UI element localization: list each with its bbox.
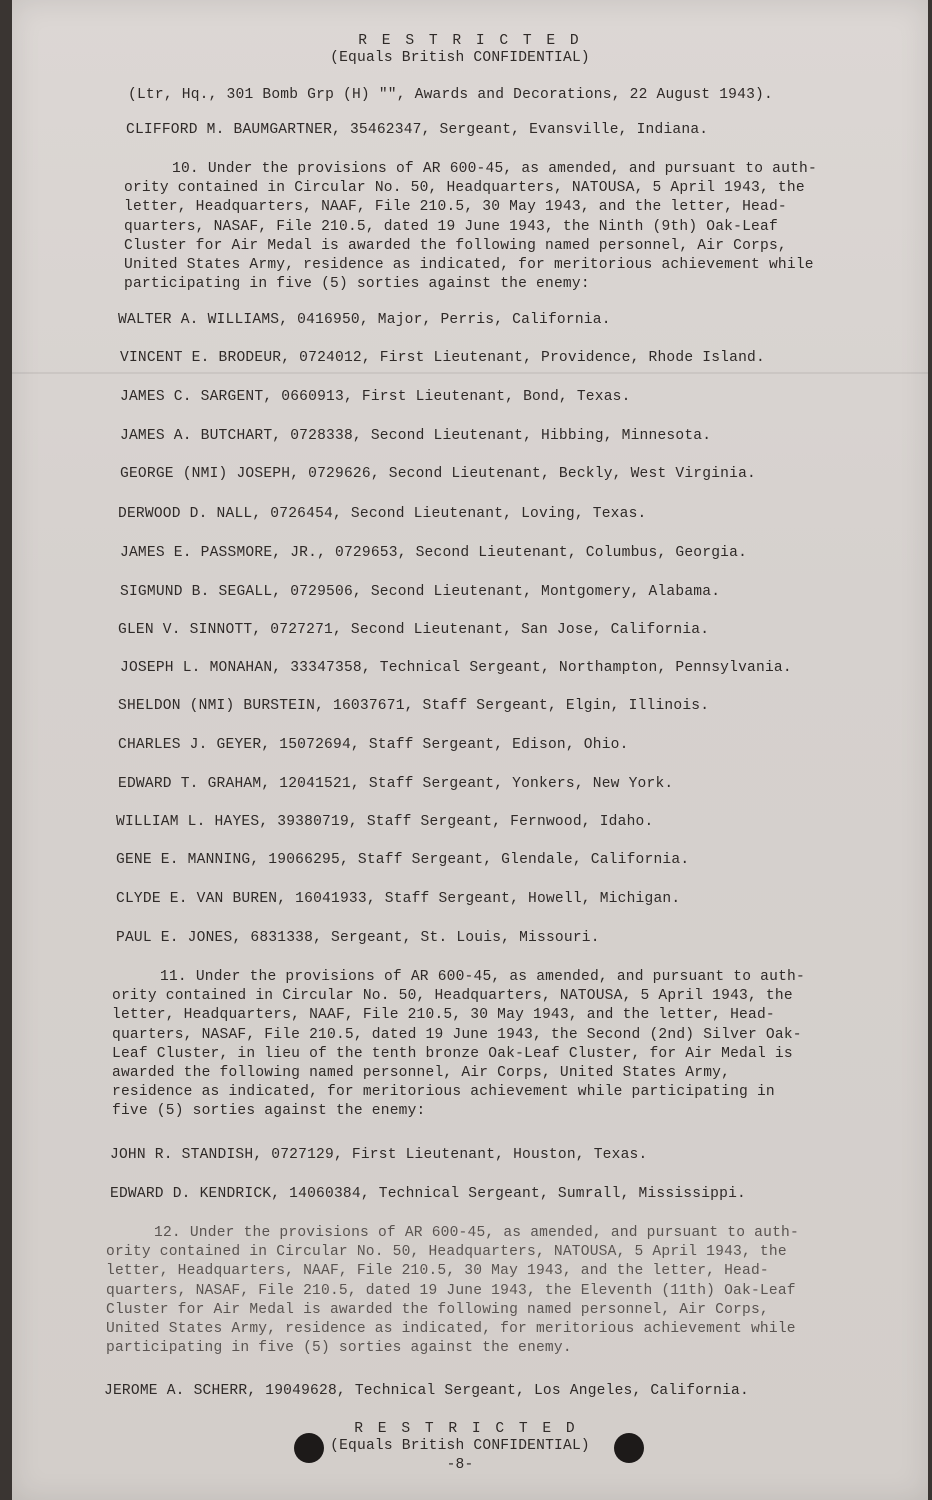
header-classification: R E S T R I C T E D [358, 33, 582, 49]
paragraph-12-line: participating in five (5) sorties against the enemy. [106, 1340, 572, 1357]
paragraph-10-line: Cluster for Air Medal is awarded the following named personnel, Air Corps, [124, 237, 787, 254]
footer-equivalence: (Equals British CONFIDENTIAL) [330, 1438, 590, 1454]
paragraph-11-line: letter, Headquarters, NAAF, File 210.5, 30 May 1943, and the letter, Head- [112, 1007, 775, 1024]
punch-hole [614, 1433, 644, 1463]
recipient-entry: CLYDE E. VAN BUREN, 16041933, Staff Sergeant, Howell, Michigan. [116, 891, 681, 907]
paragraph-10 [124, 160, 817, 294]
recipient-entry: DERWOOD D. NALL, 0726454, Second Lieutenant, Loving, Texas. [118, 506, 647, 522]
recipient-entry: GENE E. MANNING, 19066295, Staff Sergeant, Glendale, California. [116, 852, 690, 868]
paragraph-12-line: letter, Headquarters, NAAF, File 210.5, 30 May 1943, and the letter, Head- [106, 1263, 769, 1280]
page-fold-crease [12, 372, 928, 374]
paragraph-10-line: participating in five (5) sorties against the enemy: [124, 276, 590, 293]
punch-hole [294, 1433, 324, 1463]
paragraph-11-line: quarters, NASAF, File 210.5, dated 19 June 1943, the Second (2nd) Silver Oak- [112, 1026, 802, 1043]
recipient-entry: VINCENT E. BRODEUR, 0724012, First Lieutenant, Providence, Rhode Island. [120, 350, 765, 366]
recipient-entry: PAUL E. JONES, 6831338, Sergeant, St. Louis, Missouri. [116, 930, 600, 946]
paragraph-11 [112, 968, 805, 1122]
page-number: -8- [446, 1457, 474, 1473]
paragraph-12 [106, 1224, 799, 1358]
paragraph-11-line: Leaf Cluster, in lieu of the tenth bronze Oak-Leaf Cluster, for Air Medal is [112, 1045, 793, 1062]
reference-line: (Ltr, Hq., 301 Bomb Grp (H) "", Awards and Decorations, 22 August 1943). [128, 87, 773, 103]
paragraph-12-line: United States Army, residence as indicated, for meritorious achievement while [106, 1321, 796, 1338]
document-page [12, 0, 928, 1500]
recipient-entry: GLEN V. SINNOTT, 0727271, Second Lieutenant, San Jose, California. [118, 622, 710, 638]
recipient-entry: JAMES A. BUTCHART, 0728338, Second Lieutenant, Hibbing, Minnesota. [120, 428, 712, 444]
recipient-entry: GEORGE (NMI) JOSEPH, 0729626, Second Lieutenant, Beckly, West Virginia. [120, 466, 756, 482]
paragraph-10-line: 10. Under the provisions of AR 600-45, as amended, and pursuant to auth- [172, 161, 817, 177]
paragraph-11-line: 11. Under the provisions of AR 600-45, as amended, and pursuant to auth- [160, 969, 805, 985]
recipient-entry: JEROME A. SCHERR, 19049628, Technical Sergeant, Los Angeles, California. [104, 1383, 749, 1399]
recipient-entry: EDWARD T. GRAHAM, 12041521, Staff Sergeant, Yonkers, New York. [118, 776, 674, 792]
paragraph-12-line: ority contained in Circular No. 50, Headquarters, NATOUSA, 5 April 1943, the [106, 1244, 787, 1261]
recipient-entry: JAMES E. PASSMORE, JR., 0729653, Second Lieutenant, Columbus, Georgia. [120, 545, 748, 561]
paragraph-12-line: Cluster for Air Medal is awarded the following named personnel, Air Corps, [106, 1301, 769, 1318]
recipient-entry: SHELDON (NMI) BURSTEIN, 16037671, Staff Sergeant, Elgin, Illinois. [118, 698, 710, 714]
paragraph-11-line: five (5) sorties against the enemy: [112, 1103, 426, 1120]
recipient-entry: JOHN R. STANDISH, 0727129, First Lieutenant, Houston, Texas. [110, 1147, 648, 1163]
paragraph-11-line: residence as indicated, for meritorious achievement while participating in [112, 1084, 775, 1101]
header-equivalence: (Equals British CONFIDENTIAL) [330, 50, 590, 66]
paragraph-11-line: awarded the following named personnel, Air Corps, United States Army, [112, 1065, 731, 1082]
recipient-entry: SIGMUND B. SEGALL, 0729506, Second Lieutenant, Montgomery, Alabama. [120, 584, 721, 600]
paragraph-12-line: quarters, NASAF, File 210.5, dated 19 June 1943, the Eleventh (11th) Oak-Leaf [106, 1282, 796, 1299]
paragraph-10-line: letter, Headquarters, NAAF, File 210.5, 30 May 1943, and the letter, Head- [124, 199, 787, 216]
paragraph-11-line: ority contained in Circular No. 50, Headquarters, NATOUSA, 5 April 1943, the [112, 988, 793, 1005]
footer-classification: R E S T R I C T E D [354, 1421, 578, 1437]
paragraph-10-line: United States Army, residence as indicated, for meritorious achievement while [124, 257, 814, 274]
recipient-entry: WILLIAM L. HAYES, 39380719, Staff Sergeant, Fernwood, Idaho. [116, 814, 654, 830]
paragraph-10-line: ority contained in Circular No. 50, Headquarters, NATOUSA, 5 April 1943, the [124, 180, 805, 197]
carryover-entry: CLIFFORD M. BAUMGARTNER, 35462347, Sergeant, Evansville, Indiana. [126, 122, 709, 138]
recipient-entry: JAMES C. SARGENT, 0660913, First Lieutenant, Bond, Texas. [120, 389, 631, 405]
recipient-entry: EDWARD D. KENDRICK, 14060384, Technical Sergeant, Sumrall, Mississippi. [110, 1186, 746, 1202]
recipient-entry: WALTER A. WILLIAMS, 0416950, Major, Perris, California. [118, 312, 611, 328]
paragraph-10-line: quarters, NASAF, File 210.5, dated 19 June 1943, the Ninth (9th) Oak-Leaf [124, 218, 778, 235]
paragraph-12-line: 12. Under the provisions of AR 600-45, as amended, and pursuant to auth- [154, 1225, 799, 1241]
recipient-entry: JOSEPH L. MONAHAN, 33347358, Technical Sergeant, Northampton, Pennsylvania. [120, 660, 792, 676]
recipient-entry: CHARLES J. GEYER, 15072694, Staff Sergeant, Edison, Ohio. [118, 737, 629, 753]
